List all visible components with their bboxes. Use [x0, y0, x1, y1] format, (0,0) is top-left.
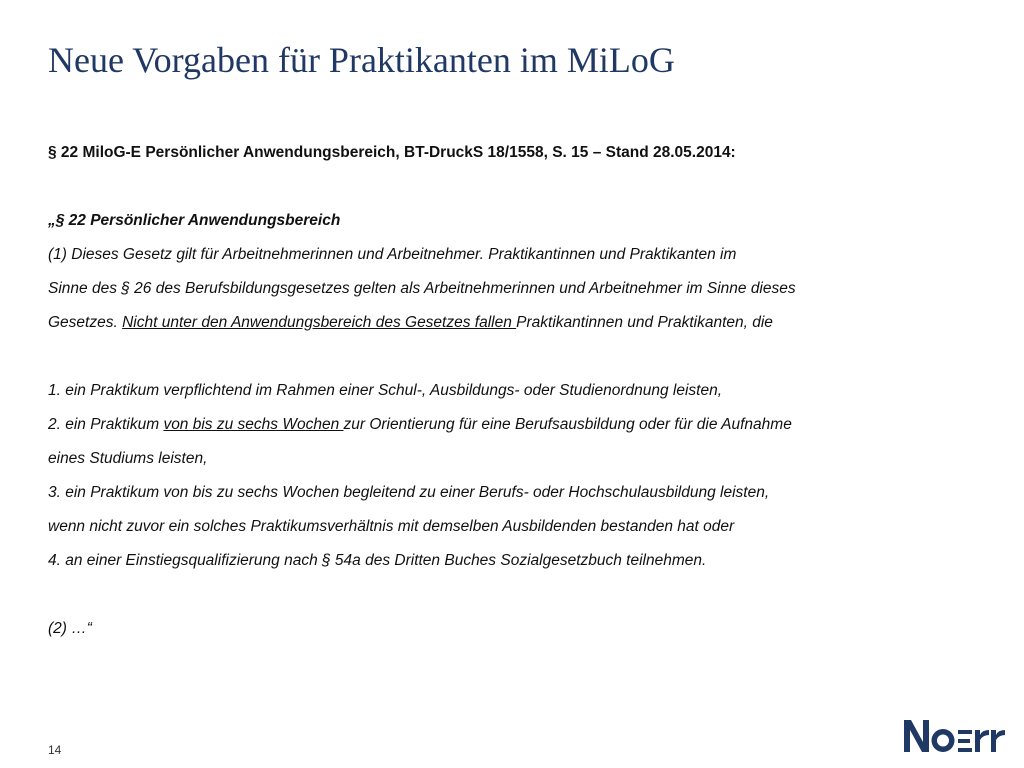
noerr-logo-mark [904, 720, 1005, 752]
list-item-2-continuation: eines Studiums leisten, [48, 450, 208, 467]
list-item-2-end: zur Orientierung für eine Berufsausbildung oder für die Aufnahme [343, 416, 792, 433]
underlined-duration-phrase: von bis zu sechs Wochen [163, 416, 344, 433]
paragraph-1-line-3-start: Gesetzes. [48, 314, 123, 331]
list-item-3: 3. ein Praktikum von bis zu sechs Wochen begleitend zu einer Berufs- oder Hochschulausbildung leisten, [48, 484, 770, 501]
list-item-4: 4. an einer Einstiegsqualifizierung nach § 54a des Dritten Buches Sozialgesetzbuch teilnehmen. [48, 552, 707, 569]
spacer [48, 340, 978, 374]
list-item-2 [48, 408, 978, 442]
noerr-logo [902, 716, 1006, 756]
slide-body [48, 136, 978, 646]
list-item-3-continuation: wenn nicht zuvor ein solches Praktikumsverhältnis mit demselben Ausbildenden bestanden hat oder [48, 518, 735, 535]
law-text [48, 204, 978, 646]
spacer [48, 578, 978, 612]
spacer [48, 170, 978, 204]
section-heading: „§ 22 Persönlicher Anwendungsbereich [48, 212, 341, 229]
paragraph-2: (2) …“ [48, 620, 92, 637]
source-heading: § 22 MiloG-E Persönlicher Anwendungsbereich, BT-DruckS 18/1558, S. 15 – Stand 28.05.2014: [48, 144, 736, 161]
list-item-1: 1. ein Praktikum verpflichtend im Rahmen einer Schul-, Ausbildungs- oder Studienordnung leisten, [48, 382, 723, 399]
paragraph-1-line-3-end: Praktikantinnen und Praktikanten, die [516, 314, 773, 331]
slide-title: Neue Vorgaben für Praktikanten im MiLoG [48, 40, 675, 80]
paragraph-1-line-1: (1) Dieses Gesetz gilt für Arbeitnehmerinnen und Arbeitnehmer. Praktikantinnen und Praktikanten im [48, 246, 737, 263]
paragraph-1-line-2: Sinne des § 26 des Berufsbildungsgesetzes gelten als Arbeitnehmerinnen und Arbeitnehmer im Sinne dieses [48, 280, 796, 297]
list-item-2-start: 2. ein Praktikum [48, 416, 164, 433]
page-number: 14 [48, 743, 62, 757]
underlined-exclusion-phrase: Nicht unter den Anwendungsbereich des Gesetzes fallen [122, 314, 517, 331]
paragraph-1-line-3 [48, 306, 978, 340]
